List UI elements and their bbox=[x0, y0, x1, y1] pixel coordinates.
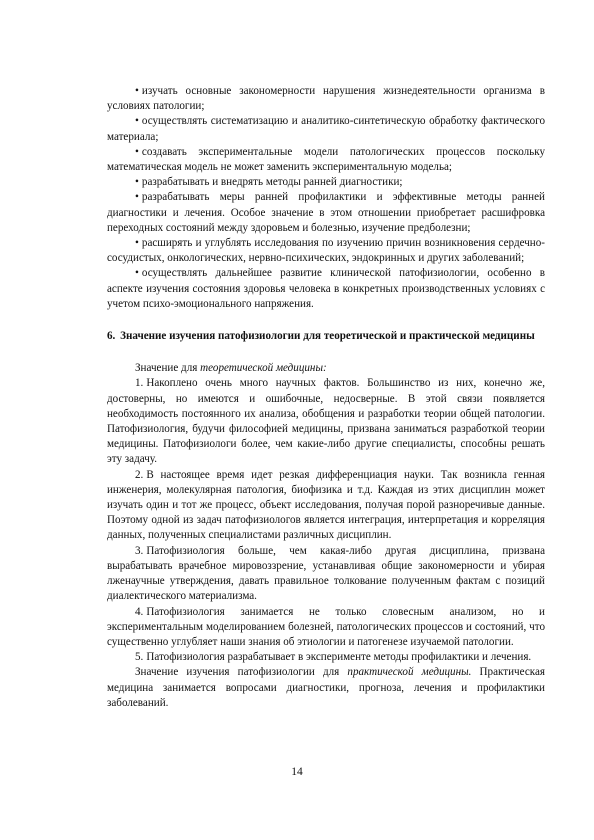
bullet-text: разрабатывать меры ранней профилактики и эффективные методы ранней диагностики и лечения. Особое значение в этом отношении приобретает расшифровка переходных состояний между здоровьем и болезнью, изучение предболезни; bbox=[107, 191, 545, 234]
section-heading bbox=[107, 329, 545, 344]
list-item bbox=[107, 544, 545, 605]
bullet-text: разрабатывать и внедрять методы ранней диагностики; bbox=[141, 176, 403, 189]
list-item bbox=[107, 266, 545, 312]
section-number: 6. bbox=[107, 330, 116, 343]
tasks-bullet-list bbox=[107, 84, 545, 312]
bullet-text: изучать основные закономерности нарушения жизнедеятельности организма в условиях патологии; bbox=[107, 85, 545, 113]
item-text: Патофизиология занимается не только словесным анализом, но и экспериментальным моделированием болезней, патологических процессов и состояний, что существенно углубляет наши знания об этиологии и патогенезе изучаемой патологии. bbox=[107, 605, 545, 648]
item-text: Патофизиология разрабатывает в эксперименте методы профилактики и лечения. bbox=[146, 651, 532, 664]
list-item bbox=[107, 236, 545, 266]
bullet-icon: • bbox=[135, 115, 139, 128]
page-content bbox=[107, 84, 545, 711]
list-item bbox=[107, 650, 545, 665]
theory-intro-emphasis: теоретической медицины: bbox=[200, 362, 327, 375]
list-item bbox=[107, 468, 545, 544]
item-text: Патофизиология больше, чем какая-либо другая дисциплина, призвана вырабатывать врачебное мировоззрение, устанавливая общие закономерности и убирая лженаучные утверждения, давать правильное толкование полученным фактам с позиций диалектического материализма. bbox=[107, 544, 545, 603]
section-title: Значение изучения патофизиологии для теоретической и практической медицины bbox=[120, 330, 535, 343]
practice-suffix: Практическая медицина занимается вопросами диагностики, прогноза, лечения и профилактики заболеваний. bbox=[107, 666, 545, 709]
bullet-icon: • bbox=[135, 85, 139, 97]
bullet-icon: • bbox=[135, 145, 139, 158]
theory-intro-prefix: Значение для bbox=[135, 362, 201, 375]
item-text: Накоплено очень много научных фактов. Большинство из них, конечно же, достоверны, но имеются и ошибочные, недосверные. В этой связи появляется необходимость постоянного их анализа, обобщения и разработки теории общей патологии. Патофизиология, будучи философией медицины, призвана заниматься разработкой теории медицины. Патофизиологи более, чем какие-либо другие специалисты, способны решать эту задачу. bbox=[107, 377, 545, 466]
list-item bbox=[107, 114, 545, 144]
list-item bbox=[107, 175, 545, 190]
list-item bbox=[107, 605, 545, 651]
bullet-text: осуществлять дальнейшее развитие клинической патофизиологии, особенно в аспекте изучения состояния здоровья человека в конкретных производственных условиях с учетом психо-эмоционального напряжения. bbox=[107, 267, 545, 310]
practice-emphasis: практической медицины. bbox=[347, 666, 472, 679]
item-number: 3. bbox=[135, 544, 144, 557]
list-item bbox=[107, 190, 545, 236]
list-item bbox=[107, 145, 545, 175]
item-text: В настоящее время идет резкая дифференциация науки. Так возникла генная инженерия, молекулярная патология, биофизика и т.д. Каждая из этих дисциплин может изучать один и тот же процесс, объект исследования, получая порой разноречивые данные. Поэтому одной из задач патофизиологов является интеграция, интерпретация и корреляция данных, полученных специалистами различных дисциплин. bbox=[107, 468, 545, 542]
item-number: 1. bbox=[135, 377, 144, 390]
bullet-icon: • bbox=[135, 267, 139, 280]
bullet-icon: • bbox=[135, 237, 139, 250]
practice-prefix: Значение изучения патофизиологии для bbox=[135, 666, 348, 679]
bullet-text: осуществлять систематизацию и аналитико-синтетическую обработку фактического материала; bbox=[107, 115, 545, 143]
page-number: 14 bbox=[291, 766, 303, 778]
list-item bbox=[107, 84, 545, 114]
bullet-text: создавать экспериментальные модели патологических процессов поскольку математическая модель не может заменить экспериментальную модельа; bbox=[107, 145, 545, 174]
bullet-text: расширять и углублять исследования по изучению причин возникновения сердечно-сосудистых, онкологических, нервно-психических, эндокринных и других заболеваний; bbox=[107, 237, 545, 265]
item-number: 5. bbox=[135, 651, 144, 664]
item-number: 2. bbox=[135, 468, 144, 481]
practice-paragraph bbox=[107, 665, 545, 711]
list-item bbox=[107, 376, 545, 467]
item-number: 4. bbox=[135, 605, 144, 618]
theory-numbered-list bbox=[107, 376, 545, 665]
bullet-icon: • bbox=[135, 191, 139, 204]
bullet-icon: • bbox=[135, 176, 139, 189]
theory-intro bbox=[107, 361, 545, 376]
